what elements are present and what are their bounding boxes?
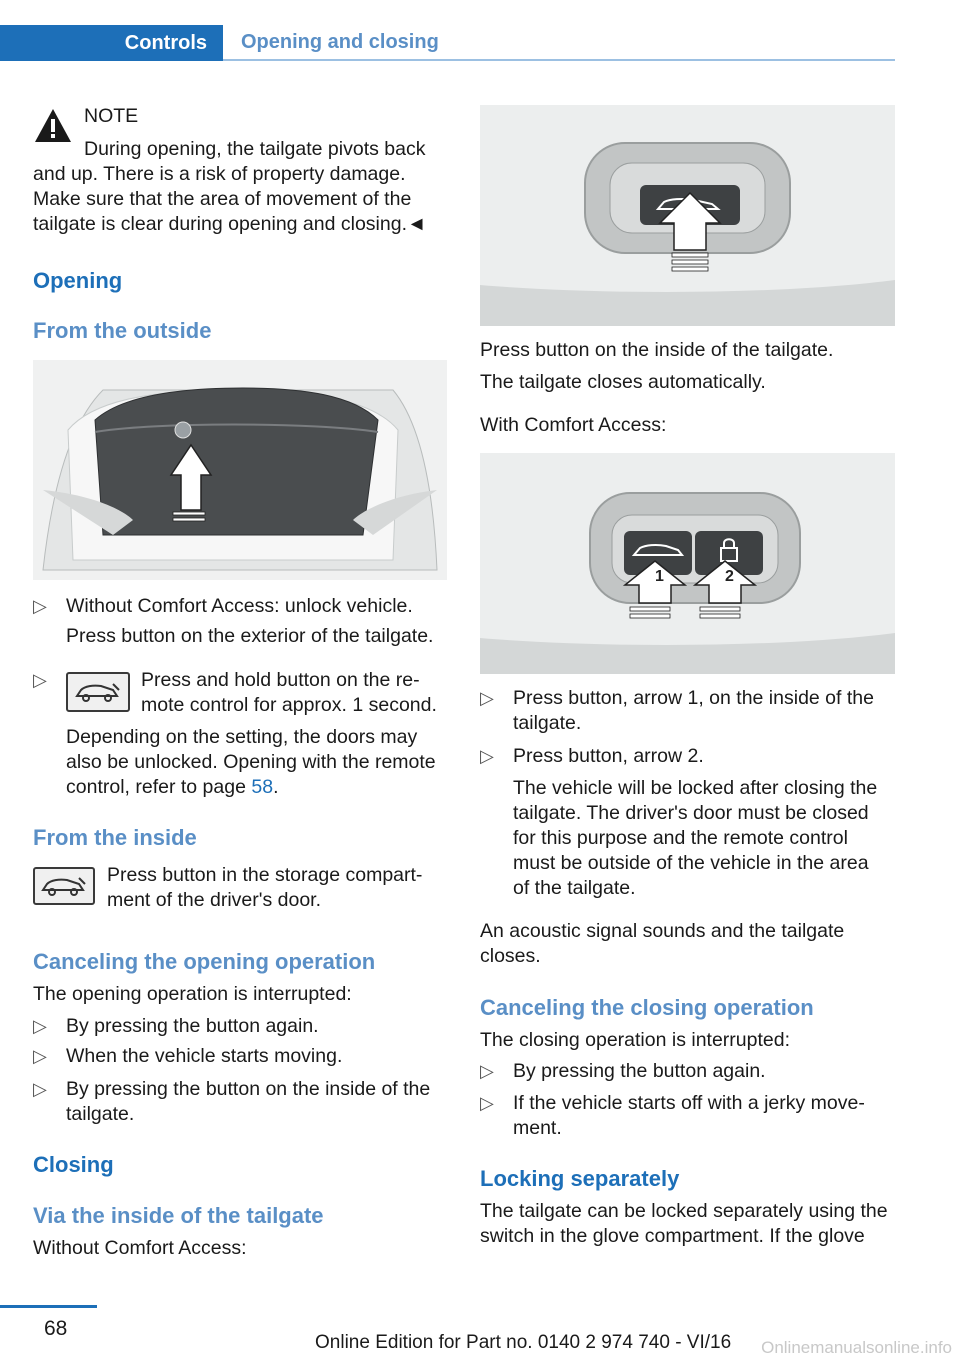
bullet-marker: ▷	[480, 1093, 494, 1113]
heading-cancel-closing: Canceling the closing operation	[480, 995, 814, 1020]
bullet-marker: ▷	[33, 1046, 47, 1066]
right-para-1: Press button on the inside of the tailgate.	[480, 339, 834, 361]
bullet-text: Press button, arrow 2.	[513, 745, 704, 767]
bullet-marker: ▷	[33, 596, 47, 616]
tailgate-inside-button-illustration	[480, 105, 895, 326]
bullet-subtext: Depending on the setting, the doors may	[66, 726, 418, 748]
heading-from-outside: From the outside	[33, 318, 212, 343]
bullet-marker: ▷	[480, 746, 494, 766]
inside-text-1: Press button in the storage compart-	[107, 864, 423, 886]
page-link-58[interactable]: 58	[251, 776, 274, 798]
right-para-3: With Comfort Access:	[480, 414, 667, 436]
bullet-text: Press button, arrow 1, on the inside of the	[513, 687, 874, 709]
list-item: By pressing the button again.	[513, 1060, 766, 1082]
bullet-marker: ▷	[33, 670, 47, 690]
note-text-4: tailgate is clear during opening and closing.◄	[33, 213, 427, 235]
header-section-tab: Controls	[0, 25, 223, 61]
list-item: tailgate.	[66, 1103, 135, 1125]
bullet-text: tailgate.	[513, 712, 582, 734]
bullet-subtext: also be unlocked. Opening with the remote	[66, 751, 436, 773]
edition-text: Online Edition for Part no. 0140 2 974 740 - VI/16	[315, 1332, 732, 1353]
bullet-subtext	[66, 775, 278, 800]
note-text-3: Make sure that the area of movement of the	[33, 188, 412, 210]
arrow-1-label: 1	[655, 568, 664, 585]
heading-closing: Closing	[33, 1152, 114, 1177]
heading-from-inside: From the inside	[33, 825, 197, 850]
bullet-subtext: of the tailgate.	[513, 877, 636, 899]
arrow-2-label: 2	[725, 568, 734, 585]
heading-opening: Opening	[33, 268, 123, 293]
lock-text-1: The tailgate can be locked separately using the	[480, 1200, 888, 1222]
acoustic-text-1: An acoustic signal sounds and the tailgate	[480, 920, 845, 942]
list-item: ment.	[513, 1117, 562, 1139]
bullet-subtext: for this purpose and the remote control	[513, 827, 848, 849]
lock-text-2: switch in the glove compartment. If the glove	[480, 1225, 865, 1247]
bullet-marker: ▷	[480, 1061, 494, 1081]
tailgate-exterior-illustration	[33, 360, 447, 580]
bullet-marker: ▷	[33, 1016, 47, 1036]
bullet-subtext: Press button on the exterior of the tailgate.	[66, 625, 434, 647]
list-item: By pressing the button on the inside of the	[66, 1078, 431, 1100]
inside-text-2: ment of the driver's door.	[107, 889, 321, 911]
list-item: When the vehicle starts moving.	[66, 1045, 343, 1067]
cross-ref-text: control, refer to page	[66, 776, 252, 798]
warning-icon	[33, 107, 73, 145]
acoustic-text-2: closes.	[480, 945, 541, 967]
bullet-text: Without Comfort Access: unlock vehicle.	[66, 595, 413, 617]
page-number: 68	[44, 1317, 68, 1340]
door-tailgate-button-icon	[33, 867, 95, 905]
list-item: By pressing the button again.	[66, 1015, 319, 1037]
right-para-2: The tailgate closes automatically.	[480, 371, 766, 393]
bullet-subtext: The vehicle will be locked after closing the	[513, 777, 878, 799]
heading-cancel-opening: Canceling the opening operation	[33, 949, 376, 974]
bullet-marker: ▷	[33, 1079, 47, 1099]
watermark: Onlinemanualsonline.info	[761, 1338, 952, 1357]
note-label: NOTE	[84, 105, 139, 127]
without-comfort-text: Without Comfort Access:	[33, 1237, 247, 1259]
cancel-open-intro: The opening operation is interrupted:	[33, 983, 352, 1005]
list-item: If the vehicle starts off with a jerky move-	[513, 1092, 865, 1114]
bullet-marker: ▷	[480, 688, 494, 708]
heading-via-inside: Via the inside of the tailgate	[33, 1203, 324, 1228]
remote-tailgate-button-icon	[66, 672, 130, 712]
bullet-subtext: must be outside of the vehicle in the area	[513, 852, 869, 874]
comfort-access-buttons-illustration	[480, 453, 895, 674]
bullet-text: Press and hold button on the re-	[141, 669, 420, 691]
note-text-1: During opening, the tailgate pivots back	[84, 138, 426, 160]
note-text-2: and up. There is a risk of property damage.	[33, 163, 406, 185]
heading-locking-separately: Locking separately	[480, 1166, 680, 1191]
cross-ref-period: .	[273, 776, 279, 798]
footer-rule	[0, 1305, 97, 1308]
cancel-close-intro: The closing operation is interrupted:	[480, 1029, 791, 1051]
header-chapter-tab: Opening and closing	[223, 25, 895, 61]
bullet-text: mote control for approx. 1 second.	[141, 694, 437, 716]
bullet-subtext: tailgate. The driver's door must be closed	[513, 802, 869, 824]
